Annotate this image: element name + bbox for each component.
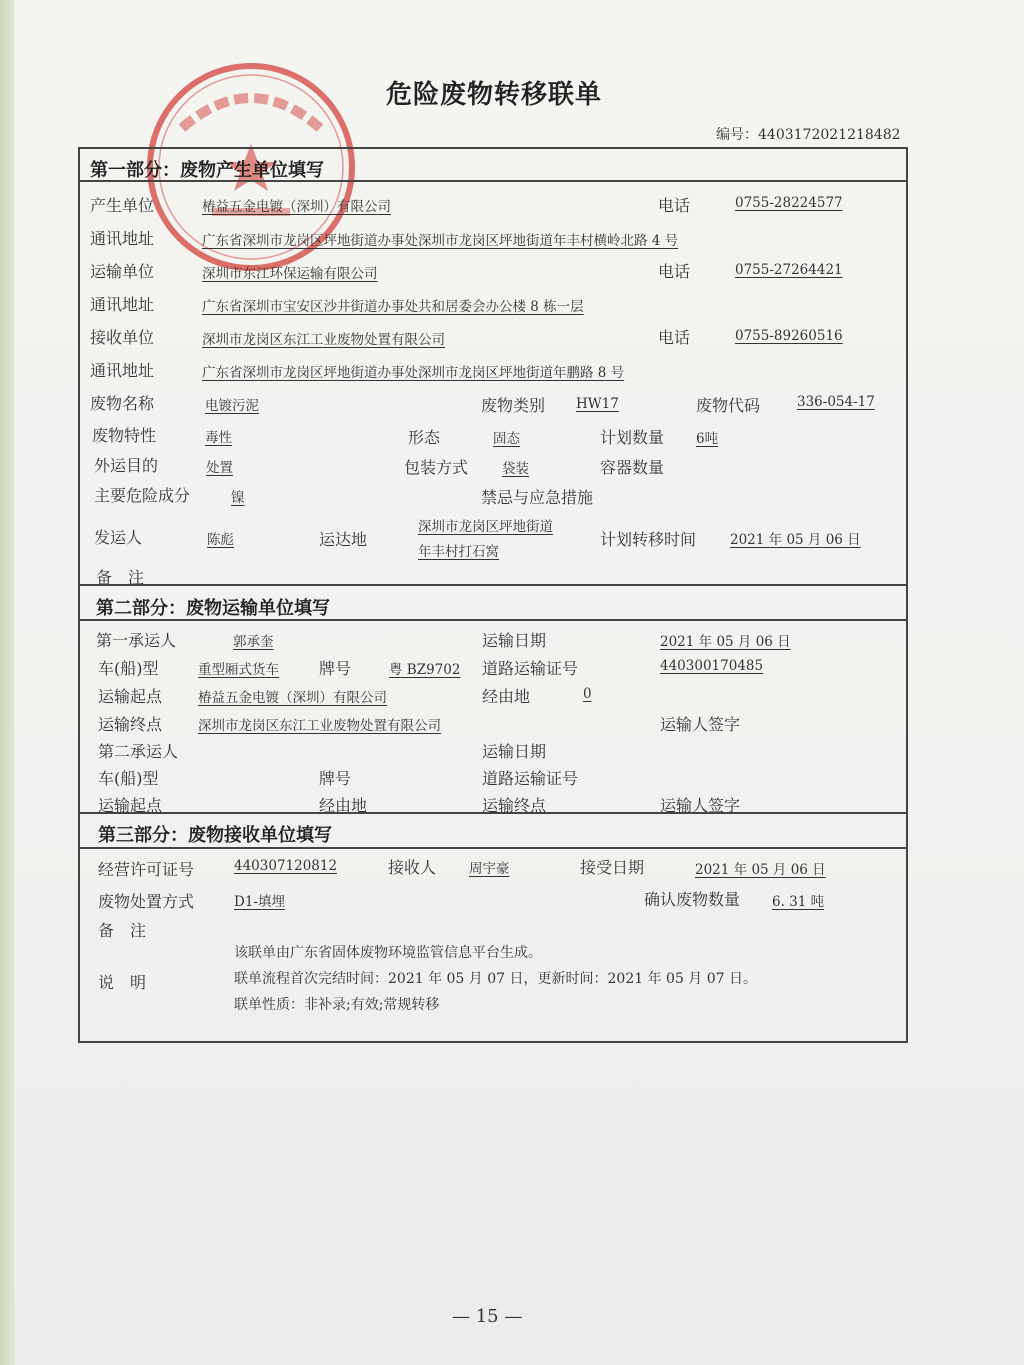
hazard-label: 主要危险成分: [94, 486, 191, 505]
waste-code-value: 336-054-17: [797, 394, 875, 410]
purpose-label: 外运目的: [94, 456, 159, 475]
form-value: 固态: [493, 431, 520, 447]
document-title: 危险废物转移联单: [386, 80, 603, 110]
purpose-value: 处置: [206, 460, 233, 476]
taboo-label: 禁忌与应急措施: [481, 488, 594, 507]
divider: [78, 584, 908, 586]
receiver-label: 接收单位: [90, 328, 155, 347]
via-label: 经由地: [319, 796, 368, 815]
phone-label: 电话: [658, 262, 691, 281]
end-label: 运输终点: [98, 715, 163, 734]
remark-label: 备 注: [98, 921, 147, 940]
transporter-address: 广东省深圳市宝安区沙井街道办事处共和居委会办公楼 8 栋一层: [202, 299, 584, 315]
end-value: 深圳市龙岗区东江工业废物处置有限公司: [198, 718, 441, 734]
via-label: 经由地: [482, 687, 531, 706]
producer-value: 椿益五金电镀（深圳）有限公司: [202, 199, 391, 215]
receiver-person-label: 接收人: [388, 858, 437, 877]
plate-label: 牌号: [319, 769, 352, 788]
producer-address: 广东省深圳市龙岗区坪地街道办事处深圳市龙岗区坪地街道年丰村横岭北路 4 号: [202, 233, 679, 249]
transport-date-label: 运输日期: [482, 631, 547, 650]
signature-label: 运输人签字: [660, 715, 741, 734]
waste-category-label: 废物类别: [481, 396, 546, 415]
container-label: 容器数量: [600, 458, 665, 477]
phone-label: 电话: [658, 196, 691, 215]
permit-label: 道路运输证号: [482, 659, 579, 678]
license-value: 440307120812: [234, 858, 338, 874]
divider: [78, 847, 908, 849]
hazard-value: 镍: [231, 490, 245, 506]
background-strip: [0, 0, 14, 1365]
address-label: 通讯地址: [90, 295, 155, 314]
property-value: 毒性: [205, 430, 232, 446]
address-label: 通讯地址: [90, 229, 155, 248]
transport-date-label: 运输日期: [482, 742, 547, 761]
start-label: 运输起点: [98, 796, 163, 815]
receive-date-value: 2021 年 05 月 06 日: [695, 862, 826, 878]
note-line-1: 该联单由广东省固体废物环境监管信息平台生成。: [234, 945, 542, 961]
license-label: 经营许可证号: [98, 860, 195, 879]
receiver-value: 深圳市龙岗区东江工业废物处置有限公司: [202, 332, 445, 348]
part2-heading: 第二部分：废物运输单位填写: [96, 598, 330, 619]
note-line-3: 联单性质：非补录;有效;常规转移: [234, 997, 440, 1013]
transporter-label: 运输单位: [90, 262, 155, 281]
phone-label: 电话: [658, 328, 691, 347]
carrier1-value: 郭承奎: [233, 634, 274, 650]
shipper-label: 发运人: [94, 528, 143, 547]
producer-label: 产生单位: [90, 196, 155, 215]
carrier1-label: 第一承运人: [96, 631, 177, 650]
receiver-person-value: 周宇豪: [469, 861, 510, 877]
disposal-method-value: D1-填埋: [234, 894, 285, 910]
remark-label: 备 注: [96, 568, 145, 587]
plan-time-label: 计划转移时间: [600, 530, 697, 549]
transport-date-value: 2021 年 05 月 06 日: [660, 634, 791, 650]
destination-label: 运达地: [319, 530, 368, 549]
transporter-value: 深圳市东江环保运输有限公司: [202, 266, 378, 282]
plan-quantity-label: 计划数量: [600, 428, 665, 447]
note-line-2: 联单流程首次完结时间：2021 年 05 月 07 日，更新时间：2021 年 05 月 07 日。: [234, 971, 758, 987]
start-value: 椿益五金电镀（深圳）有限公司: [198, 690, 387, 706]
plate-label: 牌号: [319, 659, 352, 678]
waste-code-label: 废物代码: [696, 396, 761, 415]
waste-name-label: 废物名称: [90, 394, 155, 413]
receiver-address: 广东省深圳市龙岗区坪地街道办事处深圳市龙岗区坪地街道年鹏路 8 号: [202, 365, 625, 381]
part3-heading: 第三部分：废物接收单位填写: [98, 825, 332, 846]
end-label: 运输终点: [482, 796, 547, 815]
receive-date-label: 接受日期: [580, 858, 645, 877]
carrier2-label: 第二承运人: [98, 742, 179, 761]
vehicle-label: 车(船)型: [98, 659, 159, 678]
shipper-value: 陈彪: [207, 532, 234, 548]
confirm-quantity-label: 确认废物数量: [644, 890, 741, 909]
plan-quantity-value: 6吨: [696, 431, 719, 447]
destination-line1: 深圳市龙岗区坪地街道: [418, 519, 553, 535]
start-label: 运输起点: [98, 687, 163, 706]
disposal-method-label: 废物处置方式: [98, 892, 195, 911]
waste-name-value: 电镀污泥: [205, 398, 259, 414]
plan-time-value: 2021 年 05 月 06 日: [730, 532, 861, 548]
form-label: 形态: [408, 428, 441, 447]
address-label: 通讯地址: [90, 361, 155, 380]
receiver-phone: 0755-89260516: [735, 328, 843, 344]
permit-value: 440300170485: [660, 658, 764, 674]
page-number: — 15 —: [452, 1306, 523, 1327]
signature-label: 运输人签字: [660, 796, 741, 815]
via-value: 0: [583, 686, 592, 702]
destination-line2: 年丰村打石窝: [418, 544, 499, 560]
property-label: 废物特性: [92, 426, 157, 445]
vehicle-label: 车(船)型: [98, 769, 159, 788]
vehicle-value: 重型厢式货车: [198, 662, 279, 678]
producer-phone: 0755-28224577: [735, 195, 843, 211]
packaging-value: 袋装: [502, 461, 529, 477]
part1-heading: 第一部分：废物产生单位填写: [90, 160, 324, 181]
note-label: 说 明: [98, 973, 147, 992]
waste-category-value: HW17: [576, 396, 619, 412]
permit-label: 道路运输证号: [482, 769, 579, 788]
packaging-label: 包装方式: [404, 458, 469, 477]
confirm-quantity-value: 6. 31 吨: [772, 894, 825, 910]
plate-value: 粤 BZ9702: [389, 662, 461, 678]
serial-number: 编号：4403172021218482: [716, 127, 901, 143]
transporter-phone: 0755-27264421: [735, 262, 843, 278]
